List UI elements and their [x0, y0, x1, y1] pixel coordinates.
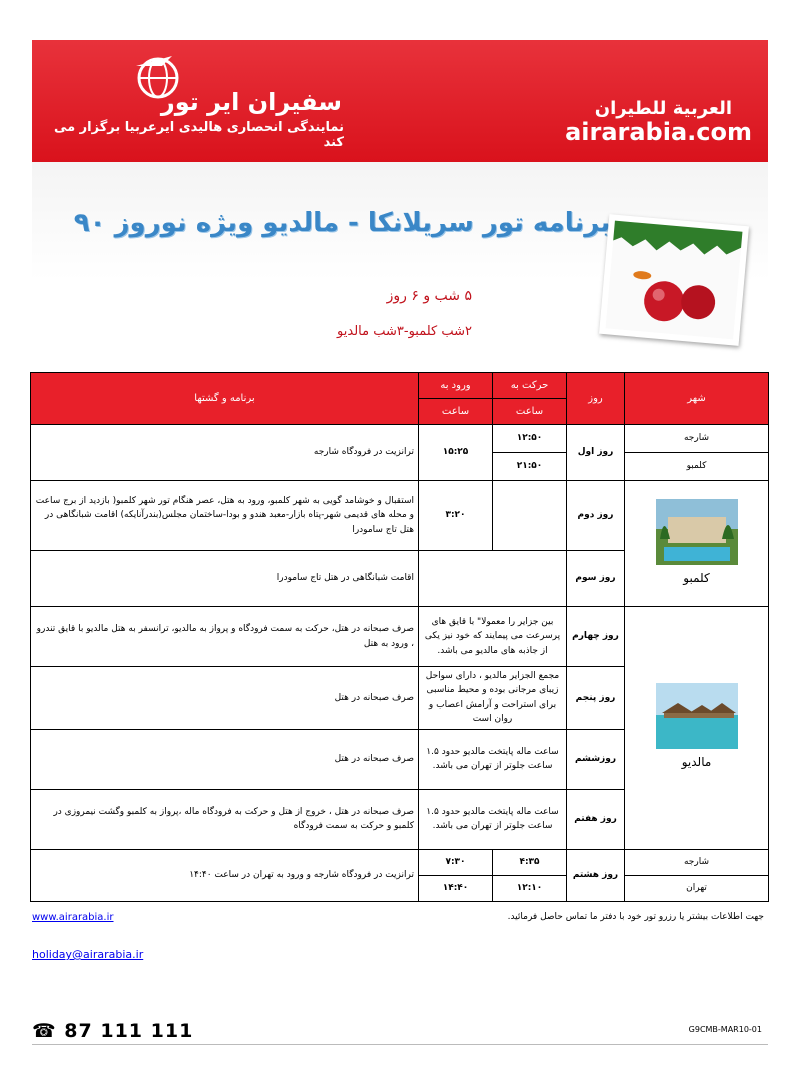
program-cell: استقبال و خوشامد گویی به شهر کلمبو، ورود به هتل، عصر هنگام تور شهر کلمبو( بازدید از برج ساعت و محله های قدیمی شهر-پتاه بازار-معبد هندو و بودا-ساختمان مجلس(بندرآنایکه) اقامت شبانگاهی در هتل تاج سامودرا [31, 481, 419, 551]
program-cell: صرف صبحانه در هتل، حرکت به سمت فرودگاه و پرواز به مالدیو، ترانسفر به هتل مالدیو با قایق تندرو ، ورود به هتل [31, 607, 419, 667]
maldives-city-cell [625, 607, 769, 850]
program-cell: اقامت شبانگاهی در هتل تاج سامودرا [31, 551, 419, 607]
departure-time: ۴:۳۵ [493, 849, 567, 875]
partner-logo-url: airarabia.com [565, 118, 752, 146]
website-link[interactable]: www.airarabia.ir [32, 912, 114, 923]
departure-time: ۱۲:۱۰ [493, 875, 567, 901]
bottom-divider [32, 1044, 768, 1045]
note-cell: ساعت ماله پایتخت مالدیو حدود ۱.۵ ساعت جلوتر از تهران می باشد. [419, 729, 567, 789]
departure-time: ۲۱:۵۰ [493, 453, 567, 481]
program-cell: صرف صبحانه در هتل ، خروج از هتل و حرکت به فرودگاه ماله ،پرواز به کلمبو وگشت نیمروزی در کلمبو و حرکت به سمت فرودگاه [31, 789, 419, 849]
arrival-time: ۳:۲۰ [419, 481, 493, 551]
header-day: روز [567, 373, 625, 425]
note-cell: بین جزایر را معمولا" با قایق های پرسرعت می پیمایند که خود نیز یکی از جاذبه های مالدیو می باشد. [419, 607, 567, 667]
tour-split: ۲شب کلمبو-۳شب مالدیو [337, 324, 472, 339]
brochure-page [32, 40, 768, 1050]
arrival-time: ۱۴:۴۰ [419, 875, 493, 901]
arrival-time: ۱۵:۲۵ [419, 425, 493, 481]
departure-time [493, 481, 567, 551]
header-arrival-time: ساعت [419, 399, 493, 425]
email-link[interactable]: holiday@airarabia.ir [32, 948, 144, 961]
city-cell: شارجه [625, 849, 769, 875]
phone-icon: ☎ [32, 1020, 57, 1042]
header-banner [32, 40, 768, 162]
day-cell: روز هشتم [567, 849, 625, 901]
program-cell: صرف صبحانه در هتل [31, 729, 419, 789]
day-cell: روز چهارم [567, 607, 625, 667]
colombo-hotel-photo [656, 499, 738, 565]
day-cell: روز پنجم [567, 667, 625, 730]
header-program: برنامه و گشتها [31, 373, 419, 425]
program-cell: ترانزیت در فرودگاه شارجه [31, 425, 419, 481]
phone-number-text: 87 111 111 [64, 1020, 194, 1042]
contact-note: جهت اطلاعات بیشتر یا رزرو تور خود با دفتر ما تماس حاصل فرمائید. [507, 912, 764, 922]
departure-time: ۱۲:۵۰ [493, 425, 567, 453]
program-cell: ترانزیت در فرودگاه شارجه و ورود به تهران در ساعت ۱۴:۴۰ [31, 849, 419, 901]
program-cell: صرف صبحانه در هتل [31, 667, 419, 730]
colombo-city-cell [625, 481, 769, 607]
day-cell: روز سوم [567, 551, 625, 607]
apples-fish-photo [599, 214, 749, 346]
colombo-label: کلمبو [683, 570, 710, 585]
day-cell: روز اول [567, 425, 625, 481]
note-cell: مجمع الجزایر مالدیو ، دارای سواحل زیبای مرجانی بوده و محیط مناسبی برای استراحت و آرامش اعصاب و روان است [419, 667, 567, 730]
itinerary-table [30, 372, 769, 902]
arrival-time: ۷:۳۰ [419, 849, 493, 875]
header-arrival: ورود به [419, 373, 493, 399]
day-cell: روز دوم [567, 481, 625, 551]
maldives-resort-photo [656, 683, 738, 749]
document-code: G9CMB-MAR10-01 [688, 1025, 762, 1034]
note-cell: ساعت ماله پایتخت مالدیو حدود ۱.۵ ساعت جلوتر از تهران می باشد. [419, 789, 567, 849]
day-cell: روز هفتم [567, 789, 625, 849]
partner-arabic-name: العربية للطيران [594, 98, 732, 119]
page-title: برنامه تور سریلانکا - مالدیو ویژه نوروز ۹۰ [73, 208, 611, 238]
phone-number [32, 1020, 193, 1042]
day-cell: روزششم [567, 729, 625, 789]
city-cell: تهران [625, 875, 769, 901]
header-departure-time: ساعت [493, 399, 567, 425]
brand-subtitle: نمایندگی انحصاری هالیدی ایرعربیا برگزار می کند [53, 120, 344, 150]
tour-duration: ۵ شب و ۶ روز [386, 288, 472, 304]
city-cell: شارجه [625, 425, 769, 453]
brand-title: سفیران ایر تور [160, 88, 342, 116]
city-cell: کلمبو [625, 453, 769, 481]
header-departure: حرکت به [493, 373, 567, 399]
maldives-label: مالدیو [681, 755, 712, 770]
empty-cell [419, 551, 567, 607]
header-city: شهر [625, 373, 769, 425]
